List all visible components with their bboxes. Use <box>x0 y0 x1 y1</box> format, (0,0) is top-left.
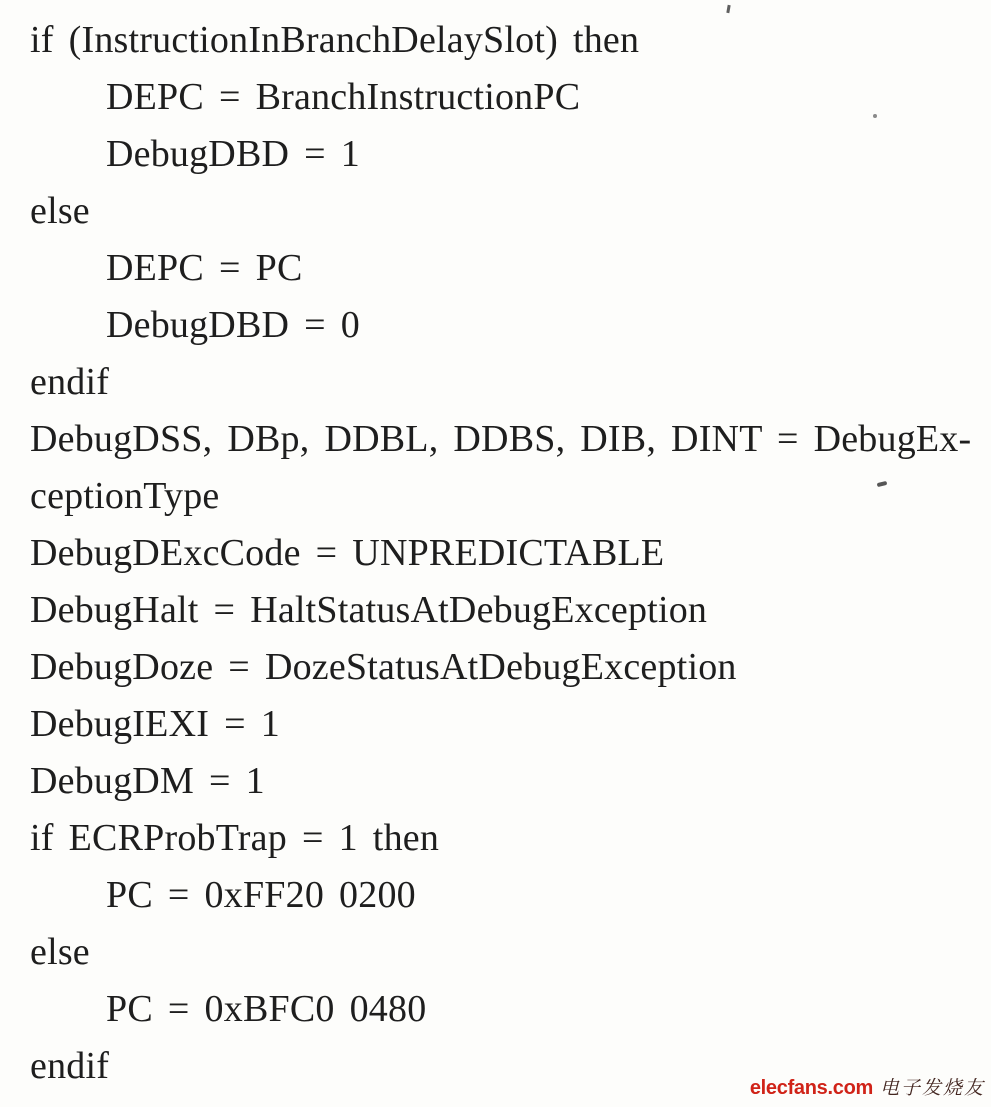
code-line: PC = 0xFF20 0200 <box>106 874 416 916</box>
code-line: DebugDoze = DozeStatusAtDebugException <box>30 646 737 688</box>
watermark-site-logo: elecfans.com <box>749 1077 873 1099</box>
code-line: endif <box>30 361 110 403</box>
code-line: DebugDExcCode = UNPREDICTABLE <box>30 532 665 574</box>
code-line: DebugDM = 1 <box>30 760 265 802</box>
code-line: DebugDBD = 0 <box>106 304 361 346</box>
code-line: DebugDBD = 1 <box>106 133 361 175</box>
code-line: else <box>30 190 90 232</box>
code-line: DebugIEXI = 1 <box>30 703 280 745</box>
code-line: DebugDSS, DBp, DDBL, DDBS, DIB, DINT = DebugEx- <box>30 418 972 460</box>
code-line: ceptionType <box>30 475 220 517</box>
scan-speck <box>873 114 877 118</box>
code-line: else <box>30 931 90 973</box>
pseudocode-block <box>30 12 985 1095</box>
code-line: if (InstructionInBranchDelaySlot) then <box>30 19 640 61</box>
code-line: endif <box>30 1045 110 1087</box>
watermark <box>750 1073 985 1100</box>
code-line: PC = 0xBFC0 0480 <box>106 988 427 1030</box>
watermark-cjk-text: 电子发烧友 <box>879 1078 985 1099</box>
code-line: DEPC = BranchInstructionPC <box>106 76 581 118</box>
code-line: DebugHalt = HaltStatusAtDebugException <box>30 589 708 631</box>
code-line: if ECRProbTrap = 1 then <box>30 817 440 859</box>
code-line: DEPC = PC <box>106 247 303 289</box>
